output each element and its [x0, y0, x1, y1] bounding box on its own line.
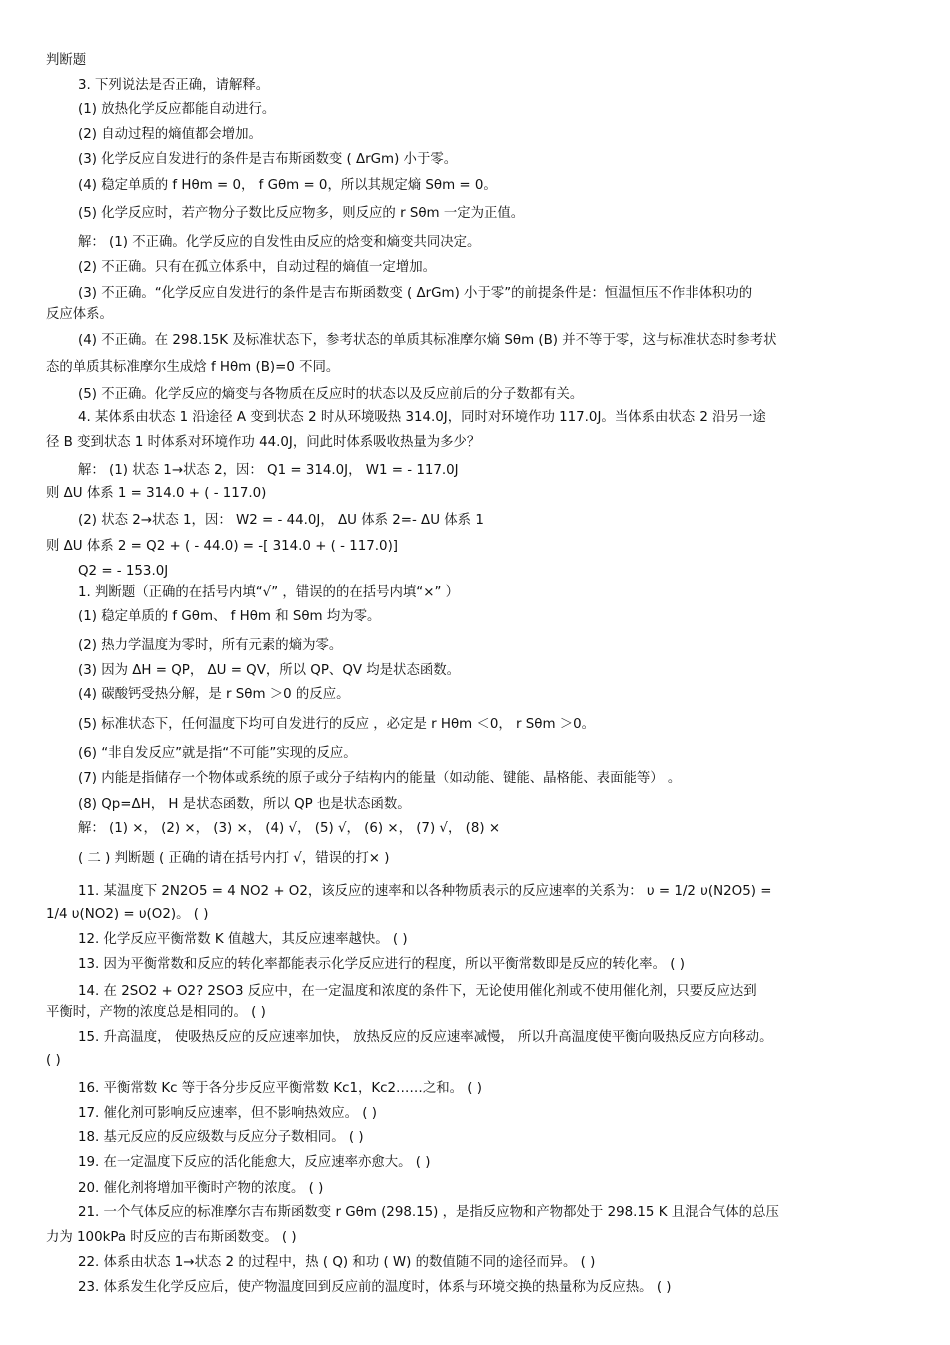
text-line: (5) 标准状态下，任何温度下均可自发进行的反应 ，必定是 r Hθm ＜0， r Sθm ＞0。 [78, 717, 596, 732]
text-line: (1) 稳定单质的 f Gθm、 f Hθm 和 Sθm 均为零。 [78, 609, 381, 624]
text-line: ( 二 ) 判断题 ( 正确的请在括号内打 √，错误的打× ) [78, 851, 390, 866]
text-line: 18. 基元反应的反应级数与反应分子数相同。 ( ) [78, 1130, 364, 1145]
text-line: (3) 因为 ΔH = QP， ΔU = QV，所以 QP、QV 均是状态函数。 [78, 663, 461, 678]
text-line: 13. 因为平衡常数和反应的转化率都能表示化学反应进行的程度，所以平衡常数即是反应的转化率。 ( ) [78, 957, 685, 972]
text-line: 解： (1) 不正确。化学反应的自发性由反应的焓变和熵变共同决定。 [78, 235, 481, 250]
text-line: 径 B 变到状态 1 时体系对环境作功 44.0J，问此时体系吸收热量为多少？ [46, 435, 481, 450]
text-line: Q2 = - 153.0J [78, 564, 169, 579]
text-line: 15. 升高温度， 使吸热反应的反应速率加快， 放热反应的反应速率减慢， 所以升高温度使平衡向吸热反应方向移动。 [78, 1030, 773, 1045]
text-line: 1/4 υ(NO2) = υ(O2)。 ( ) [46, 907, 209, 922]
text-line: (3) 化学反应自发进行的条件是吉布斯函数变 ( ΔrGm) 小于零。 [78, 152, 458, 167]
text-line: 平衡时，产物的浓度总是相同的。 ( ) [46, 1005, 266, 1020]
text-line: 12. 化学反应平衡常数 K 值越大，其反应速率越快。 ( ) [78, 932, 408, 947]
text-line: (2) 状态 2→状态 1，因： W2 = - 44.0J， ΔU 体系 2=- ΔU 体系 1 [78, 513, 484, 528]
text-line: 14. 在 2SO2 + O2? 2SO3 反应中，在一定温度和浓度的条件下，无论使用催化剂或不使用催化剂，只要反应达到 [78, 984, 757, 999]
text-line: (8) Qp=ΔH， H 是状态函数，所以 QP 也是状态函数。 [78, 797, 411, 812]
text-line: 态的单质其标准摩尔生成焓 f Hθm (B)=0 不同。 [46, 360, 340, 375]
text-line: ( ) [46, 1053, 61, 1068]
text-line: 23. 体系发生化学反应后，使产物温度回到反应前的温度时，体系与环境交换的热量称为反应热。 ( ) [78, 1280, 672, 1295]
text-line: 则 ΔU 体系 2 = Q2 + ( - 44.0) = -[ 314.0 + ( - 117.0)] [46, 539, 399, 554]
text-line: 力为 100kPa 时反应的吉布斯函数变。 ( ) [46, 1230, 297, 1245]
text-line: 解： (1) ×， (2) ×， (3) ×， (4) √， (5) √， (6) ×， (7) √， (8) × [78, 821, 501, 836]
text-line: 反应体系。 [46, 307, 113, 322]
text-line: (4) 不正确。在 298.15K 及标准状态下，参考状态的单质其标准摩尔熵 Sθm (B) 并不等于零，这与标准状态时参考状 [78, 333, 777, 348]
text-line: (3) 不正确。“化学反应自发进行的条件是吉布斯函数变 ( ΔrGm) 小于零”的前提条件是：恒温恒压不作非体积功的 [78, 286, 753, 301]
text-line: 17. 催化剂可影响反应速率，但不影响热效应。 ( ) [78, 1106, 377, 1121]
text-line: 1. 判断题（正确的在括号内填“√” ，错误的的在括号内填“×” ） [78, 585, 460, 600]
text-line: 则 ΔU 体系 1 = 314.0 + ( - 117.0) [46, 486, 267, 501]
text-line: 21. 一个气体反应的标准摩尔吉布斯函数变 r Gθm (298.15) ，是指反应物和产物都处于 298.15 K 且混合气体的总压 [78, 1205, 779, 1220]
text-line: (4) 稳定单质的 f Hθm = 0， f Gθm = 0，所以其规定熵 Sθm = 0。 [78, 178, 497, 193]
text-line: 4. 某体系由状态 1 沿途径 A 变到状态 2 时从环境吸热 314.0J，同时对环境作功 117.0J。当体系由状态 2 沿另一途 [78, 410, 766, 425]
text-line: 3. 下列说法是否正确，请解释。 [78, 78, 270, 93]
text-line: (2) 自动过程的熵值都会增加。 [78, 127, 262, 142]
text-line: (7) 内能是指储存一个物体或系统的原子或分子结构内的能量（如动能、键能、晶格能、表面能等） 。 [78, 771, 682, 786]
text-line: (1) 放热化学反应都能自动进行。 [78, 102, 276, 117]
text-line: (5) 化学反应时，若产物分子数比反应物多，则反应的 r Sθm 一定为正值。 [78, 206, 525, 221]
text-line: 22. 体系由状态 1→状态 2 的过程中，热 ( Q) 和功 ( W) 的数值随不同的途径而异。 ( ) [78, 1255, 596, 1270]
text-line: 11. 某温度下 2N2O5 = 4 NO2 + O2，该反应的速率和以各种物质表示的反应速率的关系为： υ = 1/2 υ(N2O5) = [78, 884, 772, 899]
text-line: (5) 不正确。化学反应的熵变与各物质在反应时的状态以及反应前后的分子数都有关。 [78, 387, 584, 402]
text-line: 19. 在一定温度下反应的活化能愈大，反应速率亦愈大。 ( ) [78, 1155, 431, 1170]
text-line: 解： (1) 状态 1→状态 2，因： Q1 = 314.0J， W1 = - 117.0J [78, 463, 459, 478]
text-line: (2) 不正确。只有在孤立体系中，自动过程的熵值一定增加。 [78, 260, 436, 275]
text-line: 20. 催化剂将增加平衡时产物的浓度。 ( ) [78, 1181, 324, 1196]
text-line: 16. 平衡常数 Kc 等于各分步反应平衡常数 Kc1，Kc2……之和。 ( ) [78, 1081, 482, 1096]
text-line: 判断题 [46, 53, 87, 68]
text-line: (2) 热力学温度为零时，所有元素的熵为零。 [78, 638, 343, 653]
text-line: (6) “非自发反应”就是指“不可能”实现的反应。 [78, 746, 357, 761]
text-line: (4) 碳酸钙受热分解，是 r Sθm ＞0 的反应。 [78, 687, 350, 702]
